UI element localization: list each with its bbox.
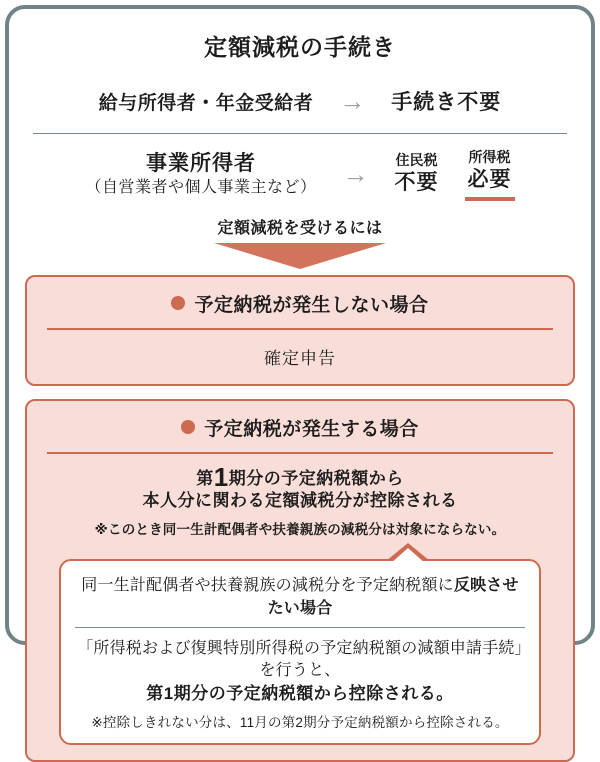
outer-frame — [5, 5, 595, 731]
deduction-line-1: 第1期分の予定納税額から — [196, 461, 404, 492]
estimated-tax-box — [25, 399, 575, 762]
bullet-icon — [171, 296, 185, 310]
box-divider — [47, 328, 553, 330]
period-number: 1 — [213, 461, 229, 492]
callout-title: 同一生計配偶者や扶養親族の減税分を予定納税額に反映させたい場合 — [81, 577, 519, 618]
no-estimated-tax-box — [25, 275, 575, 386]
deduction-line-2: 本人分に関わる定額減税分が控除される — [142, 491, 458, 511]
income-tax-label: 所得税 — [468, 149, 511, 165]
section-divider — [33, 133, 567, 134]
exclusion-note: ※このとき同一生計配偶者や扶養親族の減税分は対象にならない。 — [94, 522, 506, 538]
callout-body-1: 「所得税および復興特別所得税の予定納税額の減額申請手続」を行うと、 — [77, 640, 523, 679]
salary-result-label: 手続き不要 — [391, 91, 502, 114]
salary-earner-row — [9, 86, 591, 116]
callout-divider — [75, 627, 525, 628]
exclusion-note-emphasis: 対象にならない — [395, 522, 492, 538]
right-arrow-icon: → — [339, 86, 366, 116]
box-title-row — [47, 414, 553, 441]
callout-pointer-icon — [390, 548, 426, 564]
callout-note: ※控除しきれない分は、11月の第2期分予定納税額から控除される。 — [91, 715, 509, 731]
residence-tax-column — [395, 151, 439, 198]
box-body: 確定申告 — [264, 348, 336, 368]
box-title: 予定納税が発生しない場合 — [194, 294, 429, 316]
residence-tax-label: 住民税 — [395, 152, 438, 168]
business-subject-label: 事業所得者 — [145, 152, 256, 176]
salary-subject-label: 給与所得者・年金受給者 — [98, 92, 314, 114]
callout-body-2: 第1期分の予定納税額から控除される。 — [146, 683, 454, 703]
down-arrow-icon — [214, 243, 386, 269]
callout-box — [59, 559, 541, 745]
income-tax-value: 必要 — [465, 166, 515, 200]
business-subject-note: （自営業者や個人事業主など） — [85, 178, 317, 196]
right-arrow-icon: → — [342, 159, 369, 190]
business-owner-row — [9, 148, 591, 201]
box-title: 予定納税が発生する場合 — [204, 418, 419, 440]
residence-tax-value: 不要 — [394, 171, 439, 195]
bullet-icon — [181, 420, 195, 434]
box-divider — [47, 452, 553, 454]
flow-label: 定額減税を受けるには — [217, 219, 383, 237]
business-subject-block — [85, 150, 316, 198]
callout-title-emphasis: 反映させたい場合 — [267, 577, 519, 618]
box-title-row — [47, 290, 553, 317]
income-tax-column — [465, 148, 515, 201]
page-title: 定額減税の手続き — [204, 34, 396, 60]
